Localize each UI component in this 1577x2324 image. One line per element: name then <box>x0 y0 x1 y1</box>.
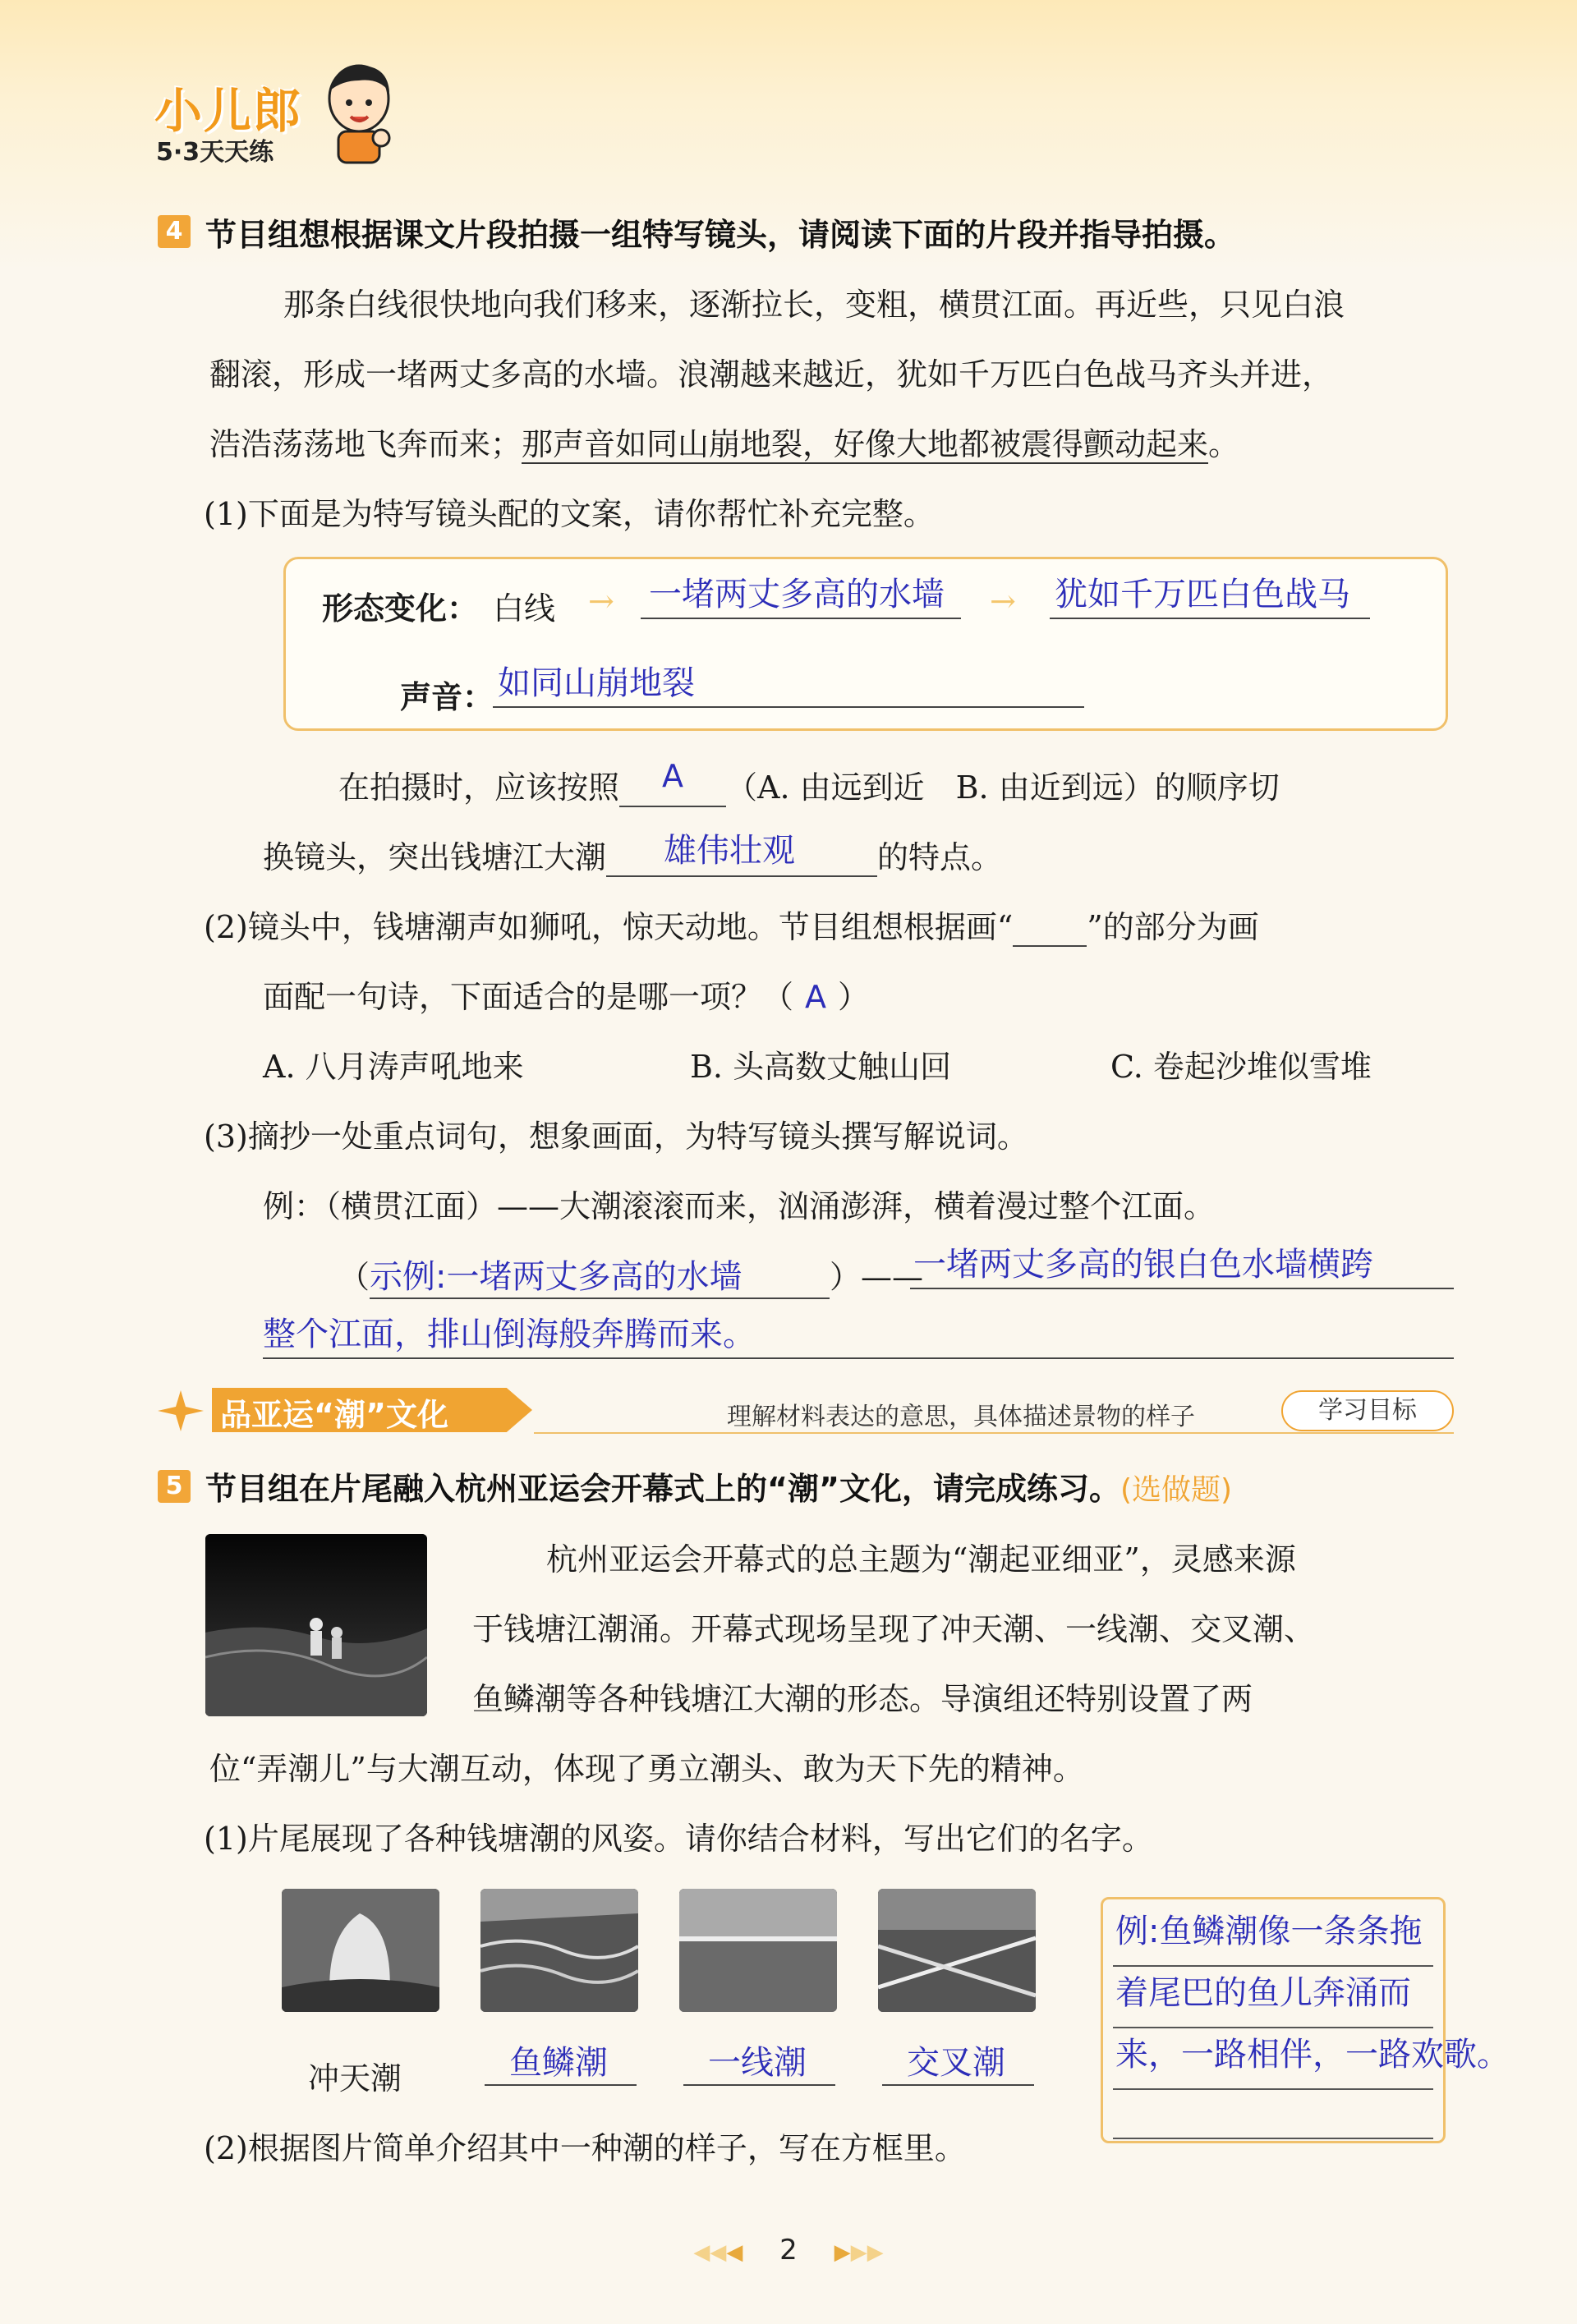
page-number: 2 <box>779 2234 798 2267</box>
q4-sub2-line2 <box>263 971 869 1017</box>
order-pre: 在拍摄时，应该按照 <box>338 769 620 806</box>
tide-photo-3 <box>679 1889 837 2012</box>
option-c: C. 卷起沙堆似雪堆 <box>1110 1049 1372 1085</box>
q5-passage-line3: 鱼鳞潮等各种钱塘江大潮的形态。导演组还特别设置了两 <box>472 1681 1253 1717</box>
q5-passage-line1: 杭州亚运会开幕式的总主题为“潮起亚细亚”，灵感来源 <box>546 1541 1296 1578</box>
feature-blank[interactable] <box>606 832 877 877</box>
tide-name-blank-4[interactable] <box>882 2037 1034 2086</box>
performers-photo <box>205 1534 427 1716</box>
shape-blank-2[interactable] <box>1050 568 1370 619</box>
shape-change-label: 形态变化： <box>322 590 479 627</box>
q4-sub2-b: ”的部分为画 <box>1087 909 1259 945</box>
mascot-icon <box>322 57 396 164</box>
ans3-text-2: 整个江面，排山倒海般奔腾而来。 <box>263 1316 756 1353</box>
tide-name-blank-2[interactable] <box>485 2037 637 2086</box>
q4-passage-line3 <box>209 419 1239 464</box>
q5-passage-line4: 位“弄潮儿”与大潮互动，体现了勇立潮头、敢为天下先的精神。 <box>209 1751 1084 1787</box>
learning-goal-text: 理解材料表达的意思，具体描述景物的样子 <box>727 1403 1195 1431</box>
shape-start: 白线 <box>493 590 556 627</box>
question-5-header <box>205 1463 1232 1509</box>
sound-blank[interactable] <box>493 657 1084 708</box>
q4-passage-line3a: 浩浩荡荡地飞奔而来； <box>209 426 522 462</box>
feature-answer: 雄伟壮观 <box>664 832 796 870</box>
optional-tag: (选做题) <box>1120 1473 1233 1507</box>
ans3-paren-close: ）—— <box>830 1259 924 1295</box>
arrow-icon: → <box>588 583 614 619</box>
q5-sub1: (1)片尾展现了各种钱塘潮的风姿。请你结合材料，写出它们的名字。 <box>204 1821 1153 1857</box>
ans3-text-blank-2[interactable] <box>263 1308 1454 1359</box>
feature-line <box>263 832 1002 877</box>
tide-name-blank-3[interactable] <box>683 2037 835 2086</box>
q4-sub2-answer[interactable]: A <box>805 979 827 1015</box>
section-banner-text: 品亚运“潮”文化 <box>220 1397 448 1433</box>
box-answer-line3: 来，一路相伴，一路欢歌。 <box>1115 2036 1510 2074</box>
ans3-text-blank-1[interactable] <box>910 1238 1454 1289</box>
question-5-title: 节目组在片尾融入杭州亚运会开幕式上的“潮”文化，请完成练习。 <box>205 1471 1120 1507</box>
box-line <box>1113 2088 1433 2090</box>
q4-passage-line1: 那条白线很快地向我们移来，逐渐拉长，变粗，横贯江面。再近些，只见白浪 <box>283 287 1345 323</box>
ans3-paren-open: （ <box>338 1259 370 1295</box>
next-arrow-icon: ▶ <box>834 2240 851 2265</box>
q5-sub2: (2)根据图片简单介绍其中一种潮的样子，写在方框里。 <box>204 2130 966 2166</box>
q4-sub2-a: (2)镜头中，钱塘潮声如狮吼，惊天动地。节目组想根据画“ <box>204 909 1014 945</box>
learning-goal-tag: 学习目标 <box>1281 1390 1454 1431</box>
q4-sub2-pre: 面配一句诗，下面适合的是哪一项？（ <box>263 979 794 1015</box>
box-line <box>1113 2138 1433 2139</box>
q4-sub2-mark <box>1013 914 1087 947</box>
question-4-title: 节目组想根据课文片段拍摄一组特写镜头，请阅读下面的片段并指导拍摄。 <box>205 217 1236 253</box>
option-a: A. 八月涛声吼地来 <box>263 1049 524 1085</box>
ans3-text-1: 一堵两丈多高的银白色水墙横跨 <box>913 1246 1373 1284</box>
page-number-bar <box>674 2234 903 2267</box>
ans3-key[interactable]: 示例:一堵两丈多高的水墙 <box>370 1251 830 1299</box>
feature-post: 的特点。 <box>877 839 1003 875</box>
q4-sub2-line1 <box>204 902 1259 947</box>
tide-name-2: 鱼鳞潮 <box>509 2044 608 2082</box>
order-line <box>338 758 1280 807</box>
tide-photo-1 <box>282 1889 439 2012</box>
question-4-number: 4 <box>158 215 191 248</box>
shape-answer-1: 一堵两丈多高的水墙 <box>649 576 945 613</box>
feature-pre: 换镜头，突出钱塘江大潮 <box>263 839 607 875</box>
sound-answer: 如同山崩地裂 <box>498 664 695 702</box>
shape-blank-1[interactable] <box>641 568 961 619</box>
q5-passage-line2: 于钱塘江潮涌。开幕式现场呈现了冲天潮、一线潮、交叉潮、 <box>472 1611 1316 1647</box>
q4-answer3-line1 <box>338 1251 923 1299</box>
box-answer-line2: 着尾巴的鱼儿奔涌而 <box>1115 1974 1411 2012</box>
brand-logo: 小儿郎 <box>154 83 303 139</box>
tide-photo-2 <box>480 1889 638 2012</box>
tide-name-1: 冲天潮 <box>308 2060 402 2097</box>
option-b: B. 头高数丈触山回 <box>690 1049 952 1085</box>
box-answer-line1: 例:鱼鳞潮像一条条拖 <box>1115 1913 1423 1950</box>
order-blank[interactable] <box>619 758 726 807</box>
q4-underlined-sentence: 那声音如同山崩地裂，好像大地都被震得颤动起来 <box>522 426 1209 462</box>
q4-example: 例：（横贯江面）——大潮滚滚而来，汹涌澎湃，横着漫过整个江面。 <box>263 1188 1216 1224</box>
q4-passage-line3c: 。 <box>1208 426 1240 462</box>
next-arrows-icon: ▶▶ <box>850 2240 884 2265</box>
q4-sub2-post: ） <box>838 979 870 1015</box>
sparkle-icon <box>156 1386 214 1435</box>
q4-sub3: (3)摘抄一处重点词句，想象画面，为特写镜头撰写解说词。 <box>204 1118 1028 1155</box>
section-divider <box>534 1432 1454 1434</box>
prev-arrows-icon: ◀◀ <box>693 2240 727 2265</box>
order-answer: A <box>662 758 684 794</box>
tide-name-3: 一线潮 <box>708 2044 807 2082</box>
question-5-number: 5 <box>158 1470 191 1503</box>
shape-answer-2: 犹如千万匹白色战马 <box>1055 576 1350 613</box>
arrow-icon-2: → <box>990 583 1016 619</box>
q4-passage-line2: 翻滚，形成一堵两丈多高的水墙。浪潮越来越近，犹如千万匹白色战马齐头并进， <box>209 356 1334 393</box>
brand-subtitle: 5·3天天练 <box>156 138 274 167</box>
sound-label: 声音： <box>400 679 494 715</box>
prev-arrow-icon: ◀ <box>726 2240 743 2265</box>
q4-sub1: (1)下面是为特写镜头配的文案，请你帮忙补充完整。 <box>204 496 935 532</box>
tide-photo-4 <box>878 1889 1036 2012</box>
order-post: （A. 由远到近 B. 由近到远）的顺序切 <box>726 769 1280 806</box>
tide-name-4: 交叉潮 <box>907 2044 1005 2082</box>
